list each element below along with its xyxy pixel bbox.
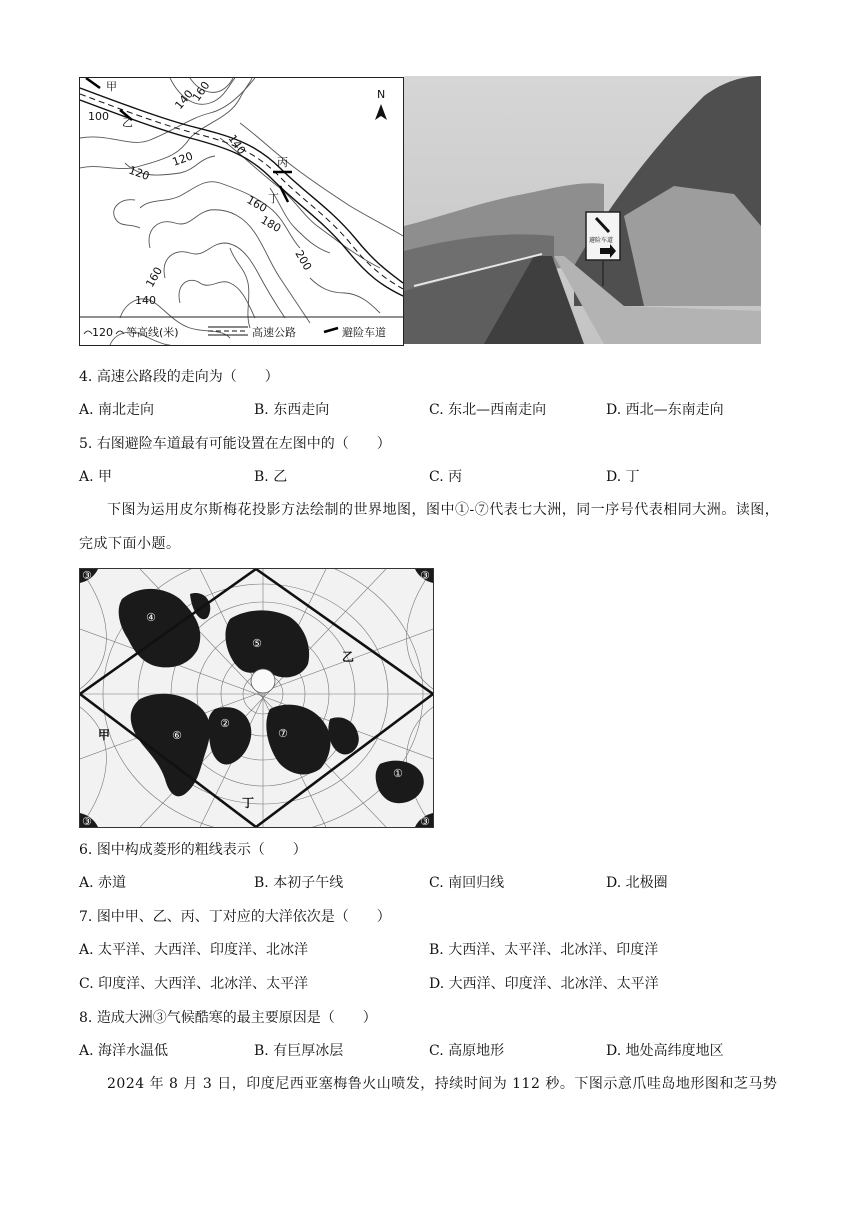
continent-mark-3-bl: ③ — [82, 815, 92, 827]
contour-label: 140 — [225, 132, 249, 157]
contour-label: 120 — [126, 163, 152, 184]
option-5c[interactable]: C. 丙 — [429, 469, 463, 485]
question-stem: 图中甲、乙、丙、丁对应的大洋依次是（ ） — [96, 909, 391, 925]
question-stem: 图中构成菱形的粗线表示（ ） — [96, 842, 307, 858]
photo-sign-text: 避险车道 — [589, 237, 614, 244]
continent-mark-7: ⑦ — [278, 727, 288, 740]
option-8b[interactable]: B. 有巨厚冰层 — [254, 1043, 344, 1059]
continent-mark-2: ② — [220, 717, 230, 730]
world-map — [79, 568, 434, 828]
contour-label: 140 — [135, 294, 156, 307]
option-5d[interactable]: D. 丁 — [606, 469, 640, 485]
option-8a[interactable]: A. 海洋水温低 — [79, 1043, 169, 1059]
question-6 — [79, 840, 307, 860]
continent-mark-3-tr: ③ — [420, 569, 430, 582]
option-6c[interactable]: C. 南回归线 — [429, 875, 505, 891]
question-number: 5. — [79, 436, 93, 452]
contour-label: 160 — [143, 264, 166, 290]
continent-mark-6: ⑥ — [172, 729, 182, 742]
label-yi: 乙 — [122, 116, 133, 129]
continent-mark-5: ⑤ — [252, 637, 262, 650]
option-7a[interactable]: A. 太平洋、大西洋、印度洋、北冰洋 — [79, 942, 309, 958]
continent-mark-3-tl: ③ — [82, 569, 92, 582]
intro-paragraph-3: 2024 年 8 月 3 日，印度尼西亚塞梅鲁火山喷发，持续时间为 112 秒。下图示意爪哇岛地形图和芝马势 — [107, 1076, 778, 1092]
question-4 — [79, 367, 279, 387]
legend-escape: 避险车道 — [342, 326, 386, 339]
legend-contour: 等高线(米) — [126, 326, 179, 339]
contour-label: 160 — [189, 79, 213, 104]
world-map-svg — [80, 569, 433, 827]
legend-highway: 高速公路 — [252, 326, 296, 339]
option-6b[interactable]: B. 本初子午线 — [254, 875, 344, 891]
intro-paragraph-2: 下图为运用皮尔斯梅花投影方法绘制的世界地图，图中①-⑦代表七大洲，同一序号代表相同大洲。读图，完成下面小题。 — [79, 502, 780, 552]
question-number: 4. — [79, 369, 93, 385]
question-number: 6. — [79, 842, 93, 858]
question-number: 8. — [79, 1010, 93, 1026]
north-arrow-icon — [375, 88, 387, 120]
question-stem: 高速公路段的走向为（ ） — [96, 369, 279, 385]
option-4a[interactable]: A. 南北走向 — [79, 402, 155, 418]
legend-contour-value: 120 — [92, 326, 113, 339]
option-7d[interactable]: D. 大西洋、印度洋、北冰洋、太平洋 — [429, 976, 659, 992]
option-4b[interactable]: B. 东西走向 — [254, 402, 330, 418]
svg-text:N: N — [377, 88, 386, 101]
contour-label: 100 — [88, 110, 109, 123]
escape-lane-photo — [404, 76, 761, 344]
option-4d[interactable]: D. 西北—东南走向 — [606, 402, 724, 418]
option-4c[interactable]: C. 东北—西南走向 — [429, 402, 547, 418]
continent-mark-3-br: ③ — [420, 815, 430, 827]
escape-lane-photo-svg — [404, 76, 761, 344]
question-number: 7. — [79, 909, 93, 925]
label-bing: 丙 — [277, 156, 288, 169]
option-6d[interactable]: D. 北极圈 — [606, 875, 668, 891]
option-5a[interactable]: A. 甲 — [79, 469, 113, 485]
question-5 — [79, 434, 391, 454]
question-stem: 造成大洲③气候酷寒的最主要原因是（ ） — [96, 1010, 377, 1026]
contour-label: 160 — [244, 193, 270, 216]
label-ding: 丁 — [268, 192, 279, 205]
option-7c[interactable]: C. 印度洋、大西洋、北冰洋、太平洋 — [79, 976, 309, 992]
question-stem: 右图避险车道最有可能设置在左图中的（ ） — [96, 436, 391, 452]
contour-label: 200 — [292, 248, 315, 273]
option-6a[interactable]: A. 赤道 — [79, 875, 127, 891]
legend — [84, 325, 386, 339]
contour-map-svg — [80, 78, 403, 345]
label-jia: 甲 — [106, 80, 117, 93]
continent-mark-1: ① — [393, 767, 403, 780]
option-8d[interactable]: D. 地处高纬度地区 — [606, 1043, 724, 1059]
question-8 — [79, 1008, 377, 1028]
option-7b[interactable]: B. 大西洋、太平洋、北冰洋、印度洋 — [429, 942, 659, 958]
north-pole — [251, 669, 275, 693]
contour-map — [79, 77, 404, 346]
contour-label: 140 — [172, 87, 196, 112]
ocean-label-yi: 乙 — [342, 650, 355, 664]
continent-mark-4: ④ — [146, 611, 156, 624]
escape-lane-jia — [86, 78, 100, 88]
ocean-label-jia: 甲 — [98, 728, 111, 742]
contour-label: 120 — [170, 149, 195, 169]
option-5b[interactable]: B. 乙 — [254, 469, 288, 485]
question-7 — [79, 907, 391, 927]
option-8c[interactable]: C. 高原地形 — [429, 1043, 505, 1059]
contour-label: 180 — [258, 213, 284, 236]
ocean-label-ding: 丁 — [242, 796, 255, 810]
